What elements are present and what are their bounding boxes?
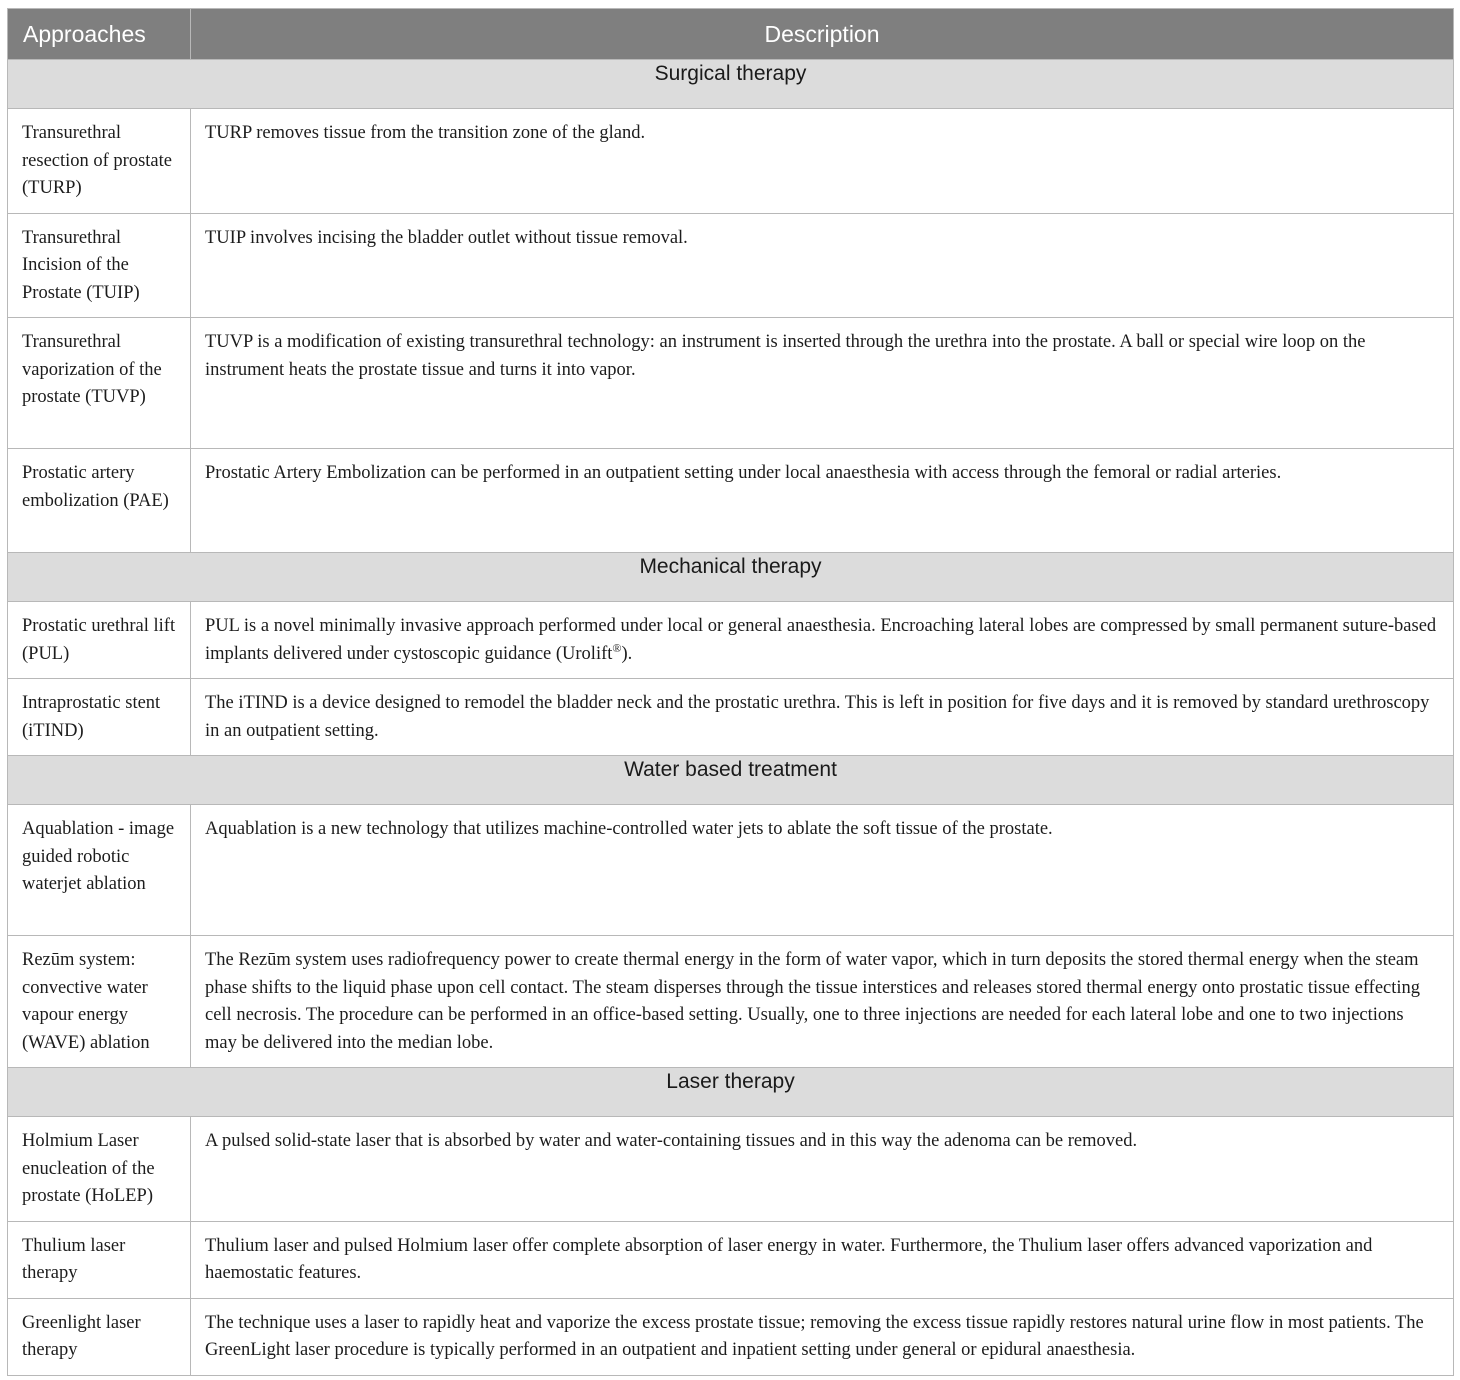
description-cell: Thulium laser and pulsed Holmium laser offer complete absorption of laser energy in water. Furthermore, the Thulium laser offers advanced vaporization and haemostatic features. (191, 1221, 1454, 1298)
description-cell: TUVP is a modification of existing transurethral technology: an instrument is inserted through the urethra into the prostate. A ball or special wire loop on the instrument heats the prostate tissue and turns it into vapor. (191, 318, 1454, 449)
registered-mark: ® (612, 640, 622, 655)
section-row-laser-therapy (8, 1068, 1454, 1117)
approach-cell: Transurethral vaporization of the prostate (TUVP) (8, 318, 191, 449)
section-row-surgical-therapy (8, 60, 1454, 109)
table-row (8, 109, 1454, 214)
approach-cell: Transurethral resection of prostate (TURP) (8, 109, 191, 214)
description-cell (191, 602, 1454, 679)
header-description: Description (191, 9, 1454, 60)
approach-cell: Greenlight laser therapy (8, 1298, 191, 1375)
section-title: Laser therapy (8, 1068, 1454, 1117)
description-cell: TUIP involves incising the bladder outlet without tissue removal. (191, 213, 1454, 318)
approach-cell: Transurethral Incision of the Prostate (TUIP) (8, 213, 191, 318)
header-approaches: Approaches (8, 9, 191, 60)
description-text: PUL is a novel minimally invasive approach performed under local or general anaesthesia. Encroaching lateral lobes are compressed by small permanent suture-based implants delivered under cystoscopic guidance (Urolift (205, 616, 1437, 664)
approach-cell: Thulium laser therapy (8, 1221, 191, 1298)
table-row (8, 1221, 1454, 1298)
table-row (8, 449, 1454, 553)
approach-cell: Rezūm system: convective water vapour energy (WAVE) ablation (8, 936, 191, 1068)
approach-cell: Holmium Laser enucleation of the prostate (HoLEP) (8, 1117, 191, 1222)
section-title: Water based treatment (8, 756, 1454, 805)
description-cell: The technique uses a laser to rapidly heat and vaporize the excess prostate tissue; removing the excess tissue rapidly restores natural urine flow in most patients. The GreenLight laser procedure is typically performed in an outpatient and inpatient setting under general or epidural anaesthesia. (191, 1298, 1454, 1375)
table-row (8, 679, 1454, 756)
approach-cell: Intraprostatic stent (iTIND) (8, 679, 191, 756)
table-row (8, 936, 1454, 1068)
table-header (8, 9, 1454, 60)
description-text-end: ). (621, 643, 633, 664)
table-body (8, 60, 1454, 1376)
approach-cell: Prostatic urethral lift (PUL) (8, 602, 191, 679)
section-row-water-based-treatment (8, 756, 1454, 805)
description-cell: The iTIND is a device designed to remodel the bladder neck and the prostatic urethra. This is left in position for five days and it is removed by standard urethroscopy in an outpatient setting. (191, 679, 1454, 756)
table-row (8, 213, 1454, 318)
table-row (8, 1117, 1454, 1222)
approach-cell: Prostatic artery embolization (PAE) (8, 449, 191, 553)
description-cell: A pulsed solid-state laser that is absorbed by water and water-containing tissues and in this way the adenoma can be removed. (191, 1117, 1454, 1222)
description-cell: The Rezūm system uses radiofrequency power to create thermal energy in the form of water vapor, which in turn deposits the stored thermal energy when the steam phase shifts to the liquid phase upon cell contact. The steam disperses through the tissue interstices and releases stored thermal energy onto prostatic tissue effecting cell necrosis. The procedure can be performed in an office-based setting. Usually, one to three injections are needed for each lateral lobe and one to two injections may be delivered into the median lobe. (191, 936, 1454, 1068)
table-row (8, 805, 1454, 936)
treatment-approaches-table (7, 8, 1454, 1376)
table-row (8, 602, 1454, 679)
table-row (8, 1298, 1454, 1375)
table-row (8, 318, 1454, 449)
section-row-mechanical-therapy (8, 553, 1454, 602)
treatment-table-container (7, 8, 1453, 1376)
section-title: Surgical therapy (8, 60, 1454, 109)
description-cell: TURP removes tissue from the transition zone of the gland. (191, 109, 1454, 214)
description-cell: Aquablation is a new technology that utilizes machine-controlled water jets to ablate the soft tissue of the prostate. (191, 805, 1454, 936)
description-cell: Prostatic Artery Embolization can be performed in an outpatient setting under local anaesthesia with access through the femoral or radial arteries. (191, 449, 1454, 553)
section-title: Mechanical therapy (8, 553, 1454, 602)
header-row (8, 9, 1454, 60)
approach-cell: Aquablation - image guided robotic waterjet ablation (8, 805, 191, 936)
